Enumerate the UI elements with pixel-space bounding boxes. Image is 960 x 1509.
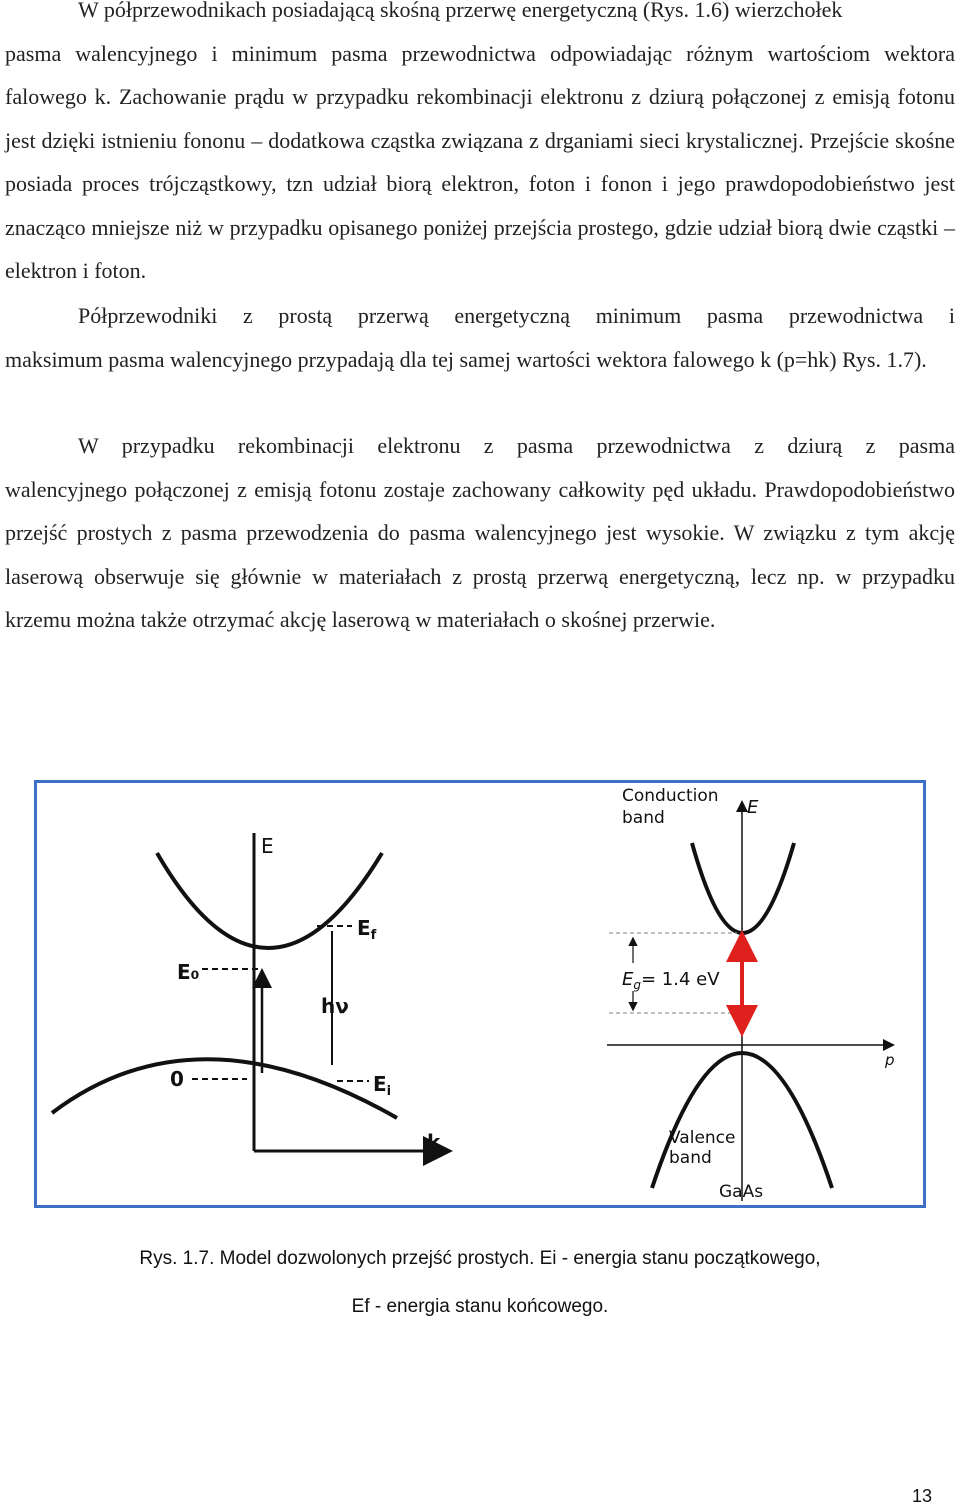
figure-caption-line2: Ef - energia stanu końcowego. bbox=[351, 1296, 609, 1317]
ef-label: $E_f$ bbox=[357, 916, 377, 943]
eg-label: $E_g= 1.4$ eV bbox=[622, 969, 720, 992]
e0-label: E₀ bbox=[177, 960, 200, 984]
band-diagram-figure bbox=[34, 780, 926, 1208]
left-valence-band bbox=[52, 1059, 397, 1118]
indirect-band-diagram bbox=[52, 833, 447, 1154]
paragraph-2-first-line: Półprzewodniki z prostą przerwą energetyczną minimum pasma przewodnictwa i bbox=[78, 303, 955, 328]
left-k-axis-label: k bbox=[427, 1130, 441, 1154]
paragraph-3 bbox=[5, 424, 955, 642]
ei-label: $E_i$ bbox=[373, 1072, 392, 1099]
paragraph-3-first-line: W przypadku rekombinacji elektronu z pasma przewodnictwa z dziurą z pasma bbox=[78, 433, 955, 458]
hv-label: hν bbox=[321, 994, 349, 1018]
conduction-band-label-line1: Conduction bbox=[622, 786, 719, 806]
right-e-axis-label: E bbox=[747, 797, 759, 818]
paragraph-2-body: maksimum pasma walencyjnego przypadają dla tej samej wartości wektora falowego k (p=hk) Rys. 1.7). bbox=[5, 346, 927, 372]
left-conduction-band bbox=[157, 853, 382, 948]
paragraph-1 bbox=[5, 0, 955, 293]
paragraph-1-first-line: W półprzewodnikach posiadającą skośną przerwę energetyczną (Rys. 1.6) wierzchołek bbox=[78, 0, 843, 22]
band-diagram-svg bbox=[37, 783, 923, 1205]
right-p-axis-label: p bbox=[885, 1051, 895, 1069]
left-e-axis-label: E bbox=[261, 834, 274, 858]
paragraph-1-body: pasma walencyjnego i minimum pasma przewodnictwa odpowiadając różnym wartościom wektora falowego k. Zachowanie prądu w przypadku rekombinacji elektronu z dziurą połączonej z emisją fotonu jest dzięki istnieniu fononu – dodatkowa cząstka związana z drganiami sieci krystalicznej. Przejście skośne posiada proces trójcząstkowy, tzn udział biorą elektron, foton i fonon i jego prawdopodobieństwo jest znacząco mniejsze niż w przypadku opisanego poniżej przejścia prostego, gdzie udział biorą dwie cząstki – elektron i foton. bbox=[5, 40, 955, 283]
page-number: 13 bbox=[911, 1486, 932, 1506]
valence-band-label-line2: band bbox=[669, 1148, 712, 1168]
paragraph-2 bbox=[5, 294, 955, 381]
zero-label: 0 bbox=[170, 1067, 184, 1091]
conduction-band-label-line2: band bbox=[622, 808, 665, 828]
right-conduction-band bbox=[692, 843, 794, 933]
figure-caption-line1: Rys. 1.7. Model dozwolonych przejść prostych. Ei - energia stanu początkowego, bbox=[139, 1248, 821, 1269]
material-label: GaAs bbox=[719, 1182, 764, 1202]
valence-band-label-line1: Valence bbox=[669, 1128, 736, 1148]
direct-band-diagram bbox=[607, 786, 895, 1202]
paragraph-3-body: walencyjnego połączonej z emisją fotonu zostaje zachowany całkowity pęd układu. Prawdopodobieństwo przejść prostych z pasma przewodzenia do pasma walencyjnego jest wysokie. W związku z tym akcję laserową obserwuje się głównie w materiałach z prostą przerwą energetyczną, lecz np. w przypadku krzemu można także otrzymać akcję laserową w materiałach o skośnej przerwie. bbox=[5, 476, 955, 632]
